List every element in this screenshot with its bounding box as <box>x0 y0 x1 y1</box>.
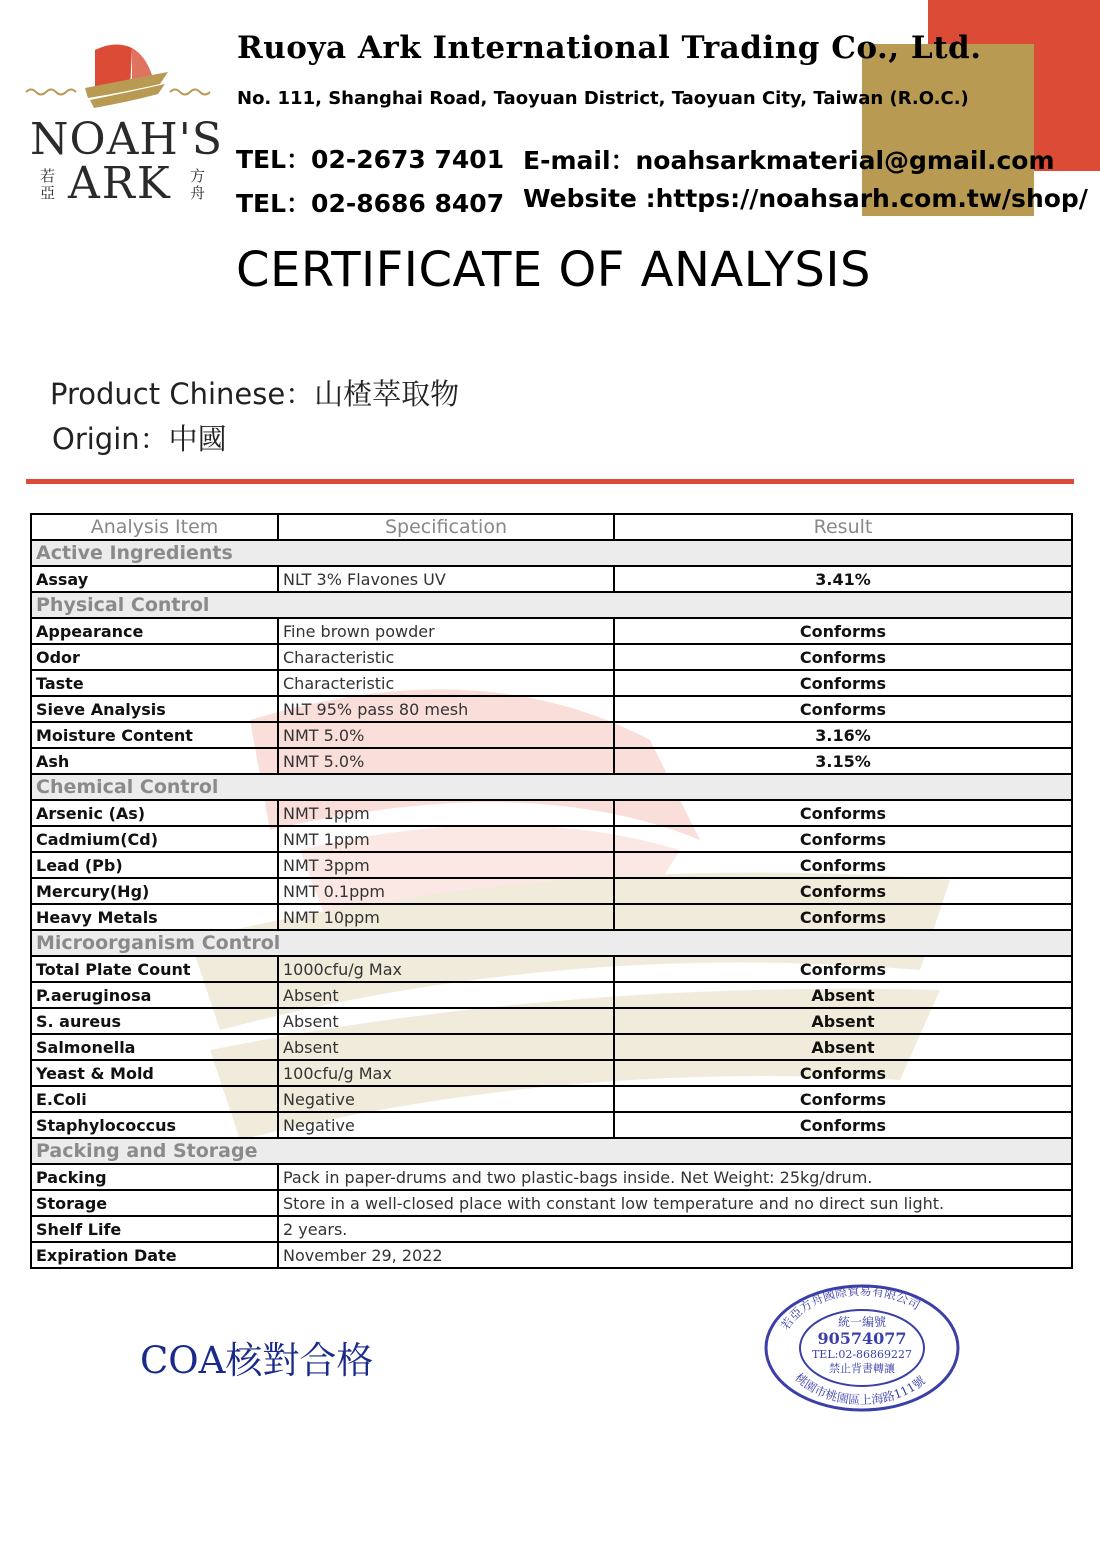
analysis-item: P.aeruginosa <box>31 982 278 1008</box>
table-row <box>31 1112 1072 1138</box>
result: Conforms <box>614 618 1072 644</box>
analysis-item: Lead (Pb) <box>31 852 278 878</box>
product-origin: Origin：中國 <box>52 422 227 456</box>
analysis-item: Appearance <box>31 618 278 644</box>
table-row <box>31 1008 1072 1034</box>
analysis-item: Total Plate Count <box>31 956 278 982</box>
document-title: CERTIFICATE OF ANALYSIS <box>236 242 871 298</box>
header-divider <box>26 479 1074 484</box>
result: Conforms <box>614 696 1072 722</box>
table-row <box>31 1216 1072 1242</box>
result: Conforms <box>614 800 1072 826</box>
specification: Characteristic <box>278 644 614 670</box>
specification: NMT 0.1ppm <box>278 878 614 904</box>
analysis-item: Sieve Analysis <box>31 696 278 722</box>
specification: Absent <box>278 1008 614 1034</box>
table-row <box>31 566 1072 592</box>
seal-note: 禁止背書轉讓 <box>829 1362 895 1375</box>
specification: 1000cfu/g Max <box>278 956 614 982</box>
table-row <box>31 904 1072 930</box>
result: Conforms <box>614 1086 1072 1112</box>
table-row <box>31 1060 1072 1086</box>
analysis-item: Shelf Life <box>31 1216 278 1242</box>
specification: Store in a well-closed place with constant low temperature and no direct sun light. <box>278 1190 1072 1216</box>
analysis-item: Heavy Metals <box>31 904 278 930</box>
result: Conforms <box>614 878 1072 904</box>
section-title: Active Ingredients <box>31 540 1072 566</box>
specification: Fine brown powder <box>278 618 614 644</box>
seal-top-text: 若亞方舟國際貿易有限公司 <box>778 1283 923 1333</box>
table-row <box>31 748 1072 774</box>
specification: Pack in paper-drums and two plastic-bags inside. Net Weight: 25kg/drum. <box>278 1164 1072 1190</box>
table-row <box>31 1190 1072 1216</box>
table-row <box>31 878 1072 904</box>
analysis-item: E.Coli <box>31 1086 278 1112</box>
website: Website :https://noahsarh.com.tw/shop/ <box>523 184 1088 213</box>
logo-cn-right: 方舟 <box>190 167 206 202</box>
section-row <box>31 774 1072 800</box>
specification: 2 years. <box>278 1216 1072 1242</box>
section-title: Chemical Control <box>31 774 1072 800</box>
section-title: Microorganism Control <box>31 930 1072 956</box>
table-row <box>31 696 1072 722</box>
specification: NLT 3% Flavones UV <box>278 566 614 592</box>
analysis-table <box>30 513 1073 1269</box>
seal-phone: TEL:02-86869227 <box>811 1348 913 1361</box>
approval-stamp: COA核對合格 <box>140 1339 374 1382</box>
table-row <box>31 722 1072 748</box>
analysis-item: Moisture Content <box>31 722 278 748</box>
analysis-item: Yeast & Mold <box>31 1060 278 1086</box>
table-row <box>31 1086 1072 1112</box>
result: Conforms <box>614 644 1072 670</box>
column-header: Specification <box>278 514 614 540</box>
specification: Absent <box>278 982 614 1008</box>
specification: NMT 10ppm <box>278 904 614 930</box>
company-address: No. 111, Shanghai Road, Taoyuan District, Taoyuan City, Taiwan (R.O.C.) <box>237 88 969 109</box>
section-row <box>31 540 1072 566</box>
section-title: Packing and Storage <box>31 1138 1072 1164</box>
analysis-item: S. aureus <box>31 1008 278 1034</box>
analysis-item: Expiration Date <box>31 1242 278 1268</box>
specification: NMT 1ppm <box>278 800 614 826</box>
specification: November 29, 2022 <box>278 1242 1072 1268</box>
table-row <box>31 618 1072 644</box>
section-row <box>31 592 1072 618</box>
column-header: Result <box>614 514 1072 540</box>
result: Conforms <box>614 904 1072 930</box>
result: 3.15% <box>614 748 1072 774</box>
table-row <box>31 982 1072 1008</box>
seal-number: 90574077 <box>817 1329 907 1348</box>
table-row <box>31 670 1072 696</box>
table-row <box>31 1034 1072 1060</box>
specification: NLT 95% pass 80 mesh <box>278 696 614 722</box>
specification: NMT 3ppm <box>278 852 614 878</box>
table-row <box>31 852 1072 878</box>
table-row <box>31 1164 1072 1190</box>
analysis-item: Arsenic (As) <box>31 800 278 826</box>
logo-wordmark-top: NOAH'S <box>30 114 223 165</box>
specification: Characteristic <box>278 670 614 696</box>
column-header: Analysis Item <box>31 514 278 540</box>
specification: NMT 5.0% <box>278 722 614 748</box>
table-row <box>31 800 1072 826</box>
table-row <box>31 956 1072 982</box>
company-seal <box>762 1282 962 1412</box>
analysis-item: Ash <box>31 748 278 774</box>
section-row <box>31 1138 1072 1164</box>
section-row <box>31 930 1072 956</box>
section-title: Physical Control <box>31 592 1072 618</box>
analysis-item: Packing <box>31 1164 278 1190</box>
analysis-item: Assay <box>31 566 278 592</box>
result: Absent <box>614 1008 1072 1034</box>
analysis-item: Storage <box>31 1190 278 1216</box>
table-row <box>31 644 1072 670</box>
table-row <box>31 826 1072 852</box>
seal-bottom-text: 桃園市桃園區上海路111號 <box>792 1370 928 1408</box>
result: Conforms <box>614 956 1072 982</box>
specification: Negative <box>278 1086 614 1112</box>
result: Conforms <box>614 1112 1072 1138</box>
result: Conforms <box>614 1060 1072 1086</box>
seal-label: 統一編號 <box>837 1315 887 1329</box>
product-name: Product Chinese：山楂萃取物 <box>50 377 460 411</box>
table-row <box>31 1242 1072 1268</box>
result: 3.41% <box>614 566 1072 592</box>
result: Absent <box>614 1034 1072 1060</box>
logo-cn-left: 若亞 <box>40 167 56 202</box>
result: Conforms <box>614 852 1072 878</box>
company-name: Ruoya Ark International Trading Co., Ltd. <box>237 30 982 66</box>
table-header-row <box>31 514 1072 540</box>
email: E-mail：noahsarkmaterial@gmail.com <box>523 146 1055 175</box>
phone-1: TEL：02-2673 7401 <box>236 145 505 174</box>
ship-icon <box>20 40 225 120</box>
phone-2: TEL：02-8686 8407 <box>236 189 505 218</box>
specification: Negative <box>278 1112 614 1138</box>
analysis-item: Salmonella <box>31 1034 278 1060</box>
analysis-item: Mercury(Hg) <box>31 878 278 904</box>
result: Conforms <box>614 670 1072 696</box>
result: Absent <box>614 982 1072 1008</box>
analysis-item: Cadmium(Cd) <box>31 826 278 852</box>
company-logo <box>20 40 225 220</box>
analysis-item: Taste <box>31 670 278 696</box>
specification: NMT 5.0% <box>278 748 614 774</box>
logo-wordmark-bottom: ARK <box>68 158 172 209</box>
result: Conforms <box>614 826 1072 852</box>
specification: NMT 1ppm <box>278 826 614 852</box>
specification: 100cfu/g Max <box>278 1060 614 1086</box>
result: 3.16% <box>614 722 1072 748</box>
specification: Absent <box>278 1034 614 1060</box>
analysis-item: Staphylococcus <box>31 1112 278 1138</box>
analysis-item: Odor <box>31 644 278 670</box>
